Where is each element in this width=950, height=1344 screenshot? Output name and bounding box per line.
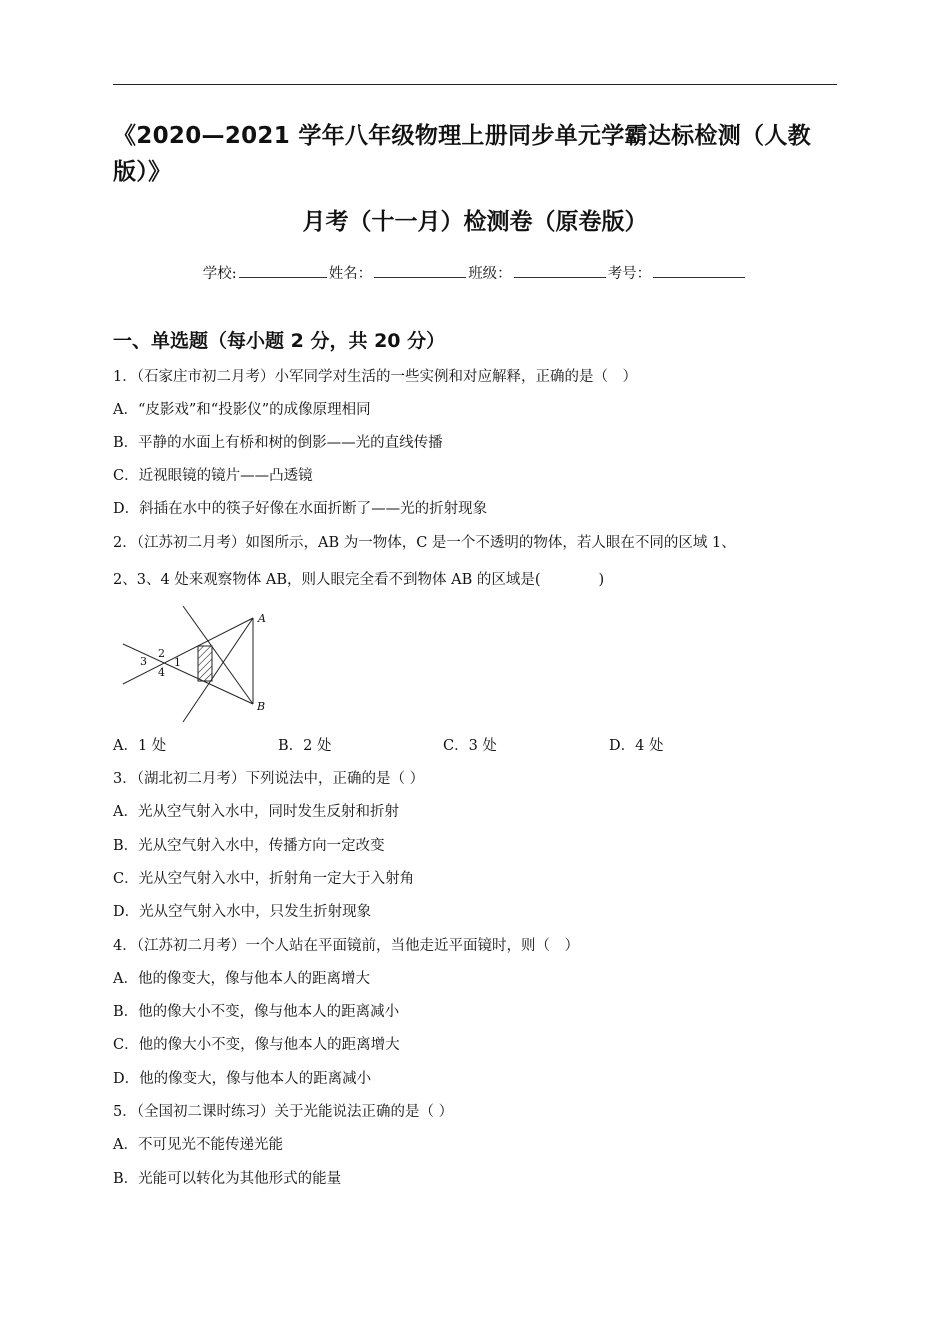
student-info-row (0, 262, 950, 286)
question-2-option-d: D．4 处 (609, 738, 664, 754)
region-1-label: 1 (174, 656, 181, 669)
question-4-option-b: B．他的像大小不变，像与他本人的距离减小 (113, 1004, 400, 1020)
page-subtitle: 月考（十一月）检测卷（原卷版） (302, 209, 648, 235)
question-4-option-a: A．他的像变大，像与他本人的距离增大 (113, 971, 370, 987)
label-b: B (257, 700, 266, 713)
region-4-label: 4 (158, 666, 165, 679)
question-1-option-a: A．“皮影戏”和“投影仪”的成像原理相同 (113, 402, 371, 418)
region-3-label: 3 (140, 655, 147, 668)
question-5-option-a: A．不可见光不能传递光能 (113, 1137, 283, 1153)
exam-number-blank[interactable] (653, 262, 745, 278)
label-a: A (258, 612, 266, 625)
question-3-option-d: D．光从空气射入水中，只发生折射现象 (113, 904, 372, 920)
page-title: 《2020—2021 学年八年级物理上册同步单元学霸达标检测（人教版）》 (113, 123, 811, 185)
section-heading: 一、单选题（每小题 2 分，共 20 分） (113, 330, 446, 352)
question-4-stem: 4．（江苏初二月考）一个人站在平面镜前，当他走近平面镜时，则（ ） (113, 938, 579, 954)
exam-number-label: 考号： (607, 266, 652, 282)
question-5-option-b: B．光能可以转化为其他形式的能量 (113, 1171, 342, 1187)
question-2-stem: 2．（江苏初二月考）如图所示，AB 为一物体，C 是一个不透明的物体，若人眼在不同的区域 1、 (113, 535, 736, 551)
question-3-option-c: C．光从空气射入水中，折射角一定大于入射角 (113, 871, 415, 887)
optics-diagram (118, 604, 278, 724)
name-label: 姓名： (328, 266, 373, 282)
question-4-option-c: C．他的像大小不变，像与他本人的距离增大 (113, 1037, 400, 1053)
ray-a-upper (183, 618, 253, 722)
question-3-stem: 3．（湖北初二月考）下列说法中，正确的是（ ） (113, 771, 425, 787)
question-1-option-d: D．斜插在水中的筷子好像在水面折断了——光的折射现象 (113, 501, 488, 517)
ray-b-lower (183, 606, 253, 704)
class-label: 班级： (468, 266, 512, 282)
question-1-stem: 1．（石家庄市初二月考）小军同学对生活的一些实例和对应解释，正确的是（ ） (113, 369, 637, 385)
question-5-stem: 5．（全国初二课时练习）关于光能说法正确的是（ ） (113, 1104, 454, 1120)
question-2-option-b: B．2 处 (278, 738, 332, 754)
class-blank[interactable] (514, 262, 606, 278)
question-2-stem-continued: 2、3、4 处来观察物体 AB，则人眼完全看不到物体 AB 的区域是( ) (113, 572, 605, 588)
question-1-option-c: C．近视眼镜的镜片——凸透镜 (113, 468, 313, 484)
question-4-option-d: D．他的像变大，像与他本人的距离减小 (113, 1071, 372, 1087)
question-2-option-a: A．1 处 (113, 738, 167, 754)
question-2-option-c: C．3 处 (443, 738, 497, 754)
header-rule (113, 84, 837, 85)
question-3-option-a: A．光从空气射入水中，同时发生反射和折射 (113, 804, 399, 820)
obstacle-c (198, 646, 212, 681)
school-label: 学校: (202, 266, 237, 282)
region-2-label: 2 (158, 647, 165, 660)
school-blank[interactable] (239, 262, 327, 278)
question-1-option-b: B．平静的水面上有桥和树的倒影——光的直线传播 (113, 435, 443, 451)
question-3-option-b: B．光从空气射入水中，传播方向一定改变 (113, 838, 385, 854)
name-blank[interactable] (374, 262, 466, 278)
